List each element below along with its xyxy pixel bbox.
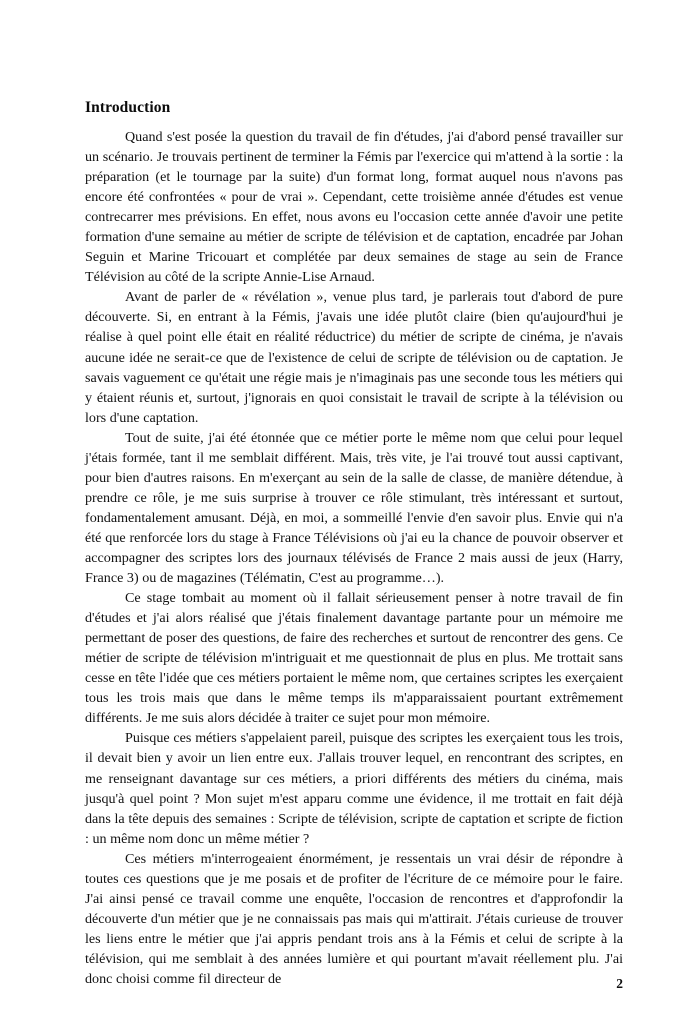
paragraph-2: Avant de parler de « révélation », venue plus tard, je parlerais tout d'abord de pure découverte. Si, en entrant à la Fémis, j'avais une idée plutôt claire (bien qu'aujourd'hui je réalise à quel point elle était en réalité réductrice) du métier de scripte de cinéma, je n'avais aucune idée ne serait-ce que de l'existence de celui de scripte de télévision ou de captation. Je savais vaguement ce qu'était une régie mais je n'imaginais pas une seconde tous les métiers qui y étaient réunis et, surtout, j'ignorais en quoi consistait le travail de scripte à la télévision ou lors d'une captation. [85,289,623,426]
page-content [85,98,623,989]
paragraph-3: Tout de suite, j'ai été étonnée que ce métier porte le même nom que celui pour lequel j'étais formée, tant il me semblait différent. Mais, très vite, je l'ai trouvé tout aussi captivant, pour bien d'autres raisons. En m'exerçant au sein de la salle de classe, de manière détendue, à prendre ce rôle, je me suis surprise à trouver ce rôle stimulant, très intéressant et surtout, fondamentalement amusant. Déjà, en moi, a sommeillé l'envie d'en savoir plus. Envie qui n'a été que renforcée lors du stage à France Télévisions où j'ai eu la chance de pouvoir observer et accompagner des scriptes lors des journaux télévisés de France 2 mais aussi de jeux (Harry, France 3) ou de magazines (Télématin, C'est au programme…). [85,429,623,587]
page-title: Introduction [85,99,171,116]
paragraph-6: Ces métiers m'interrogeaient énormément, je ressentais un vrai désir de répondre à toutes ces questions que je me posais et de profiter de l'écriture de ce mémoire pour le faire. J'ai ainsi pensé ce travail comme une enquête, l'occasion de rencontres et d'approfondir la découverte d'un métier que je ne connaissais pas mais qui m'attirait. J'étais curieuse de trouver les liens entre le métier que j'ai appris pendant trois ans à la Fémis et celui de scripte à la télévision, qui me semblait à des années lumière et qui pourtant m'avait réellement plu. J'ai donc choisi comme fil directeur de [85,850,623,987]
paragraph-1: Quand s'est posée la question du travail de fin d'études, j'ai d'abord pensé travailler sur un scénario. Je trouvais pertinent de terminer la Fémis par l'exercice qui m'attend à la sortie : la préparation (et le tournage par la suite) d'un format long, format auquel nous n'avons pas encore été confrontées « pour de vrai ». Cependant, cette troisième année d'études est venue contrecarrer mes prévisions. En effet, nous avons eu l'occasion cette année d'avoir une petite formation d'une semaine au métier de scripte de télévision et de captation, encadrée par Johan Seguin et Marine Tricouart et complétée par deux semaines de stage au sein de France Télévision au côté de la scripte Annie-Lise Arnaud. [85,129,623,286]
paragraph-4: Ce stage tombait au moment où il fallait sérieusement penser à notre travail de fin d'études et j'ai alors réalisé que j'étais finalement davantage partante pour un mémoire me permettant de poser des questions, de faire des recherches et surtout de rencontrer des gens. Ce métier de scripte de télévision m'intriguait et me questionnait de plus en plus. Me trottait sans cesse en tête l'idée que ces métiers portaient le même nom, que certaines scriptes les exerçaient tous les trois mais que dans le même temps ils m'apparaissaient pourtant extrêmement différents. Je me suis alors décidée à traiter ce sujet pour mon mémoire. [85,590,623,727]
paragraph-5: Puisque ces métiers s'appelaient pareil, puisque des scriptes les exerçaient tous les trois, il devait bien y avoir un lien entre eux. J'allais trouver lequel, en rencontrant des scriptes, en me renseignant davantage sur ces métiers, a priori différents des métiers du cinéma, mais jusqu'à quel point ? Mon sujet m'est apparu comme une évidence, il me trottait en fait déjà dans la tête depuis des semaines : Scripte de télévision, scripte de captation et scripte de fiction : un même nom donc un même métier ? [85,730,623,847]
page-number: 2 [616,976,623,991]
